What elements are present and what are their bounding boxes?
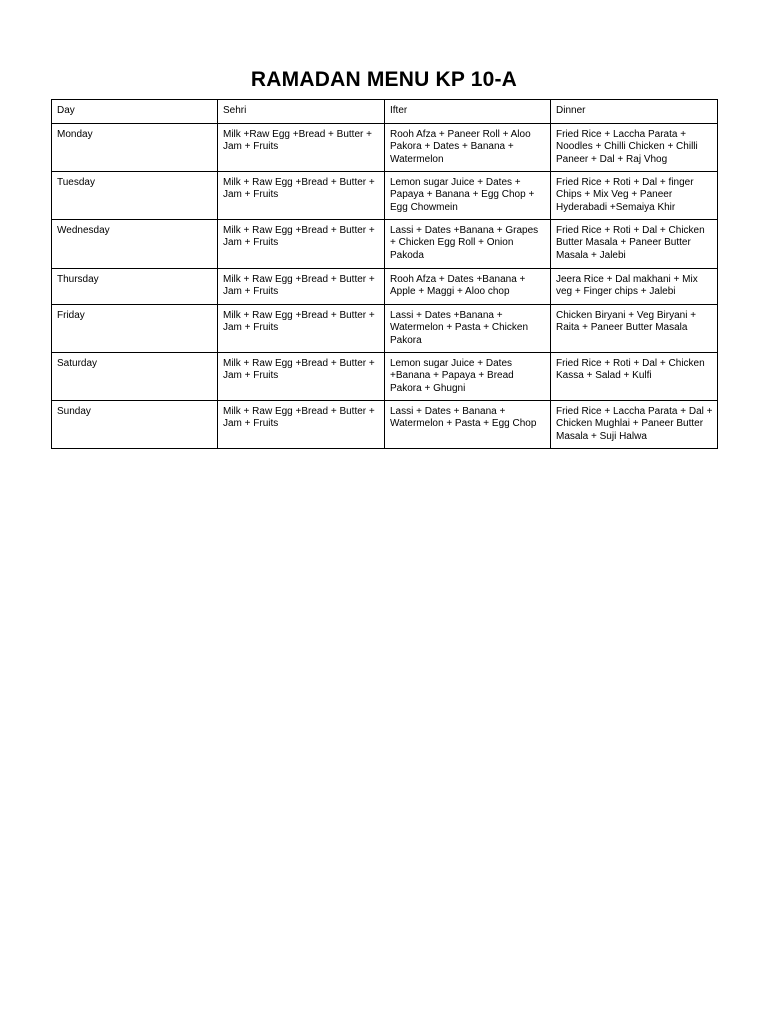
header-day: Day: [52, 100, 218, 124]
table-row: [52, 305, 718, 353]
dinner-cell: Chicken Biryani + Veg Biryani + Raita + Paneer Butter Masala: [551, 305, 718, 353]
dinner-cell: Jeera Rice + Dal makhani + Mix veg + Finger chips + Jalebi: [551, 269, 718, 305]
table-row: [52, 220, 718, 269]
dinner-cell: Fried Rice + Laccha Parata + Noodles + Chilli Chicken + Chilli Paneer + Dal + Raj Vhog: [551, 124, 718, 172]
sehri-cell: Milk + Raw Egg +Bread + Butter + Jam + Fruits: [218, 353, 385, 401]
ifter-cell: Rooh Afza + Dates +Banana + Apple + Maggi + Aloo chop: [385, 269, 551, 305]
header-sehri: Sehri: [218, 100, 385, 124]
day-cell: Friday: [52, 305, 218, 353]
sehri-cell: Milk + Raw Egg +Bread + Butter + Jam + Fruits: [218, 401, 385, 449]
day-cell: Sunday: [52, 401, 218, 449]
ifter-cell: Rooh Afza + Paneer Roll + Aloo Pakora + Dates + Banana + Watermelon: [385, 124, 551, 172]
day-cell: Saturday: [52, 353, 218, 401]
day-cell: Thursday: [52, 269, 218, 305]
sehri-cell: Milk + Raw Egg +Bread + Butter + Jam + Fruits: [218, 269, 385, 305]
dinner-cell: Fried Rice + Roti + Dal + finger Chips + Mix Veg + Paneer Hyderabadi +Semaiya Khir: [551, 172, 718, 220]
header-ifter: Ifter: [385, 100, 551, 124]
table-row: [52, 269, 718, 305]
dinner-cell: Fried Rice + Roti + Dal + Chicken Kassa + Salad + Kulfi: [551, 353, 718, 401]
page-title: RAMADAN MENU KP 10-A: [250, 68, 518, 91]
sehri-cell: Milk + Raw Egg +Bread + Butter + Jam + Fruits: [218, 172, 385, 220]
dinner-cell: Fried Rice + Laccha Parata + Dal + Chicken Mughlai + Paneer Butter Masala + Suji Halwa: [551, 401, 718, 449]
dinner-cell: Fried Rice + Roti + Dal + Chicken Butter Masala + Paneer Butter Masala + Jalebi: [551, 220, 718, 269]
ifter-cell: Lemon sugar Juice + Dates + Papaya + Banana + Egg Chop + Egg Chowmein: [385, 172, 551, 220]
table-row: [52, 353, 718, 401]
day-cell: Wednesday: [52, 220, 218, 269]
sehri-cell: Milk + Raw Egg +Bread + Butter + Jam + Fruits: [218, 305, 385, 353]
ifter-cell: Lassi + Dates +Banana + Watermelon + Pasta + Chicken Pakora: [385, 305, 551, 353]
table-row: [52, 124, 718, 172]
menu-table: [51, 99, 718, 449]
ifter-cell: Lemon sugar Juice + Dates +Banana + Papaya + Bread Pakora + Ghugni: [385, 353, 551, 401]
table-header-row: [52, 100, 718, 124]
ifter-cell: Lassi + Dates + Banana + Watermelon + Pasta + Egg Chop: [385, 401, 551, 449]
table-row: [52, 401, 718, 449]
table-row: [52, 172, 718, 220]
sehri-cell: Milk + Raw Egg +Bread + Butter + Jam + Fruits: [218, 220, 385, 269]
ifter-cell: Lassi + Dates +Banana + Grapes + Chicken Egg Roll + Onion Pakoda: [385, 220, 551, 269]
header-dinner: Dinner: [551, 100, 718, 124]
sehri-cell: Milk +Raw Egg +Bread + Butter + Jam + Fruits: [218, 124, 385, 172]
day-cell: Monday: [52, 124, 218, 172]
day-cell: Tuesday: [52, 172, 218, 220]
